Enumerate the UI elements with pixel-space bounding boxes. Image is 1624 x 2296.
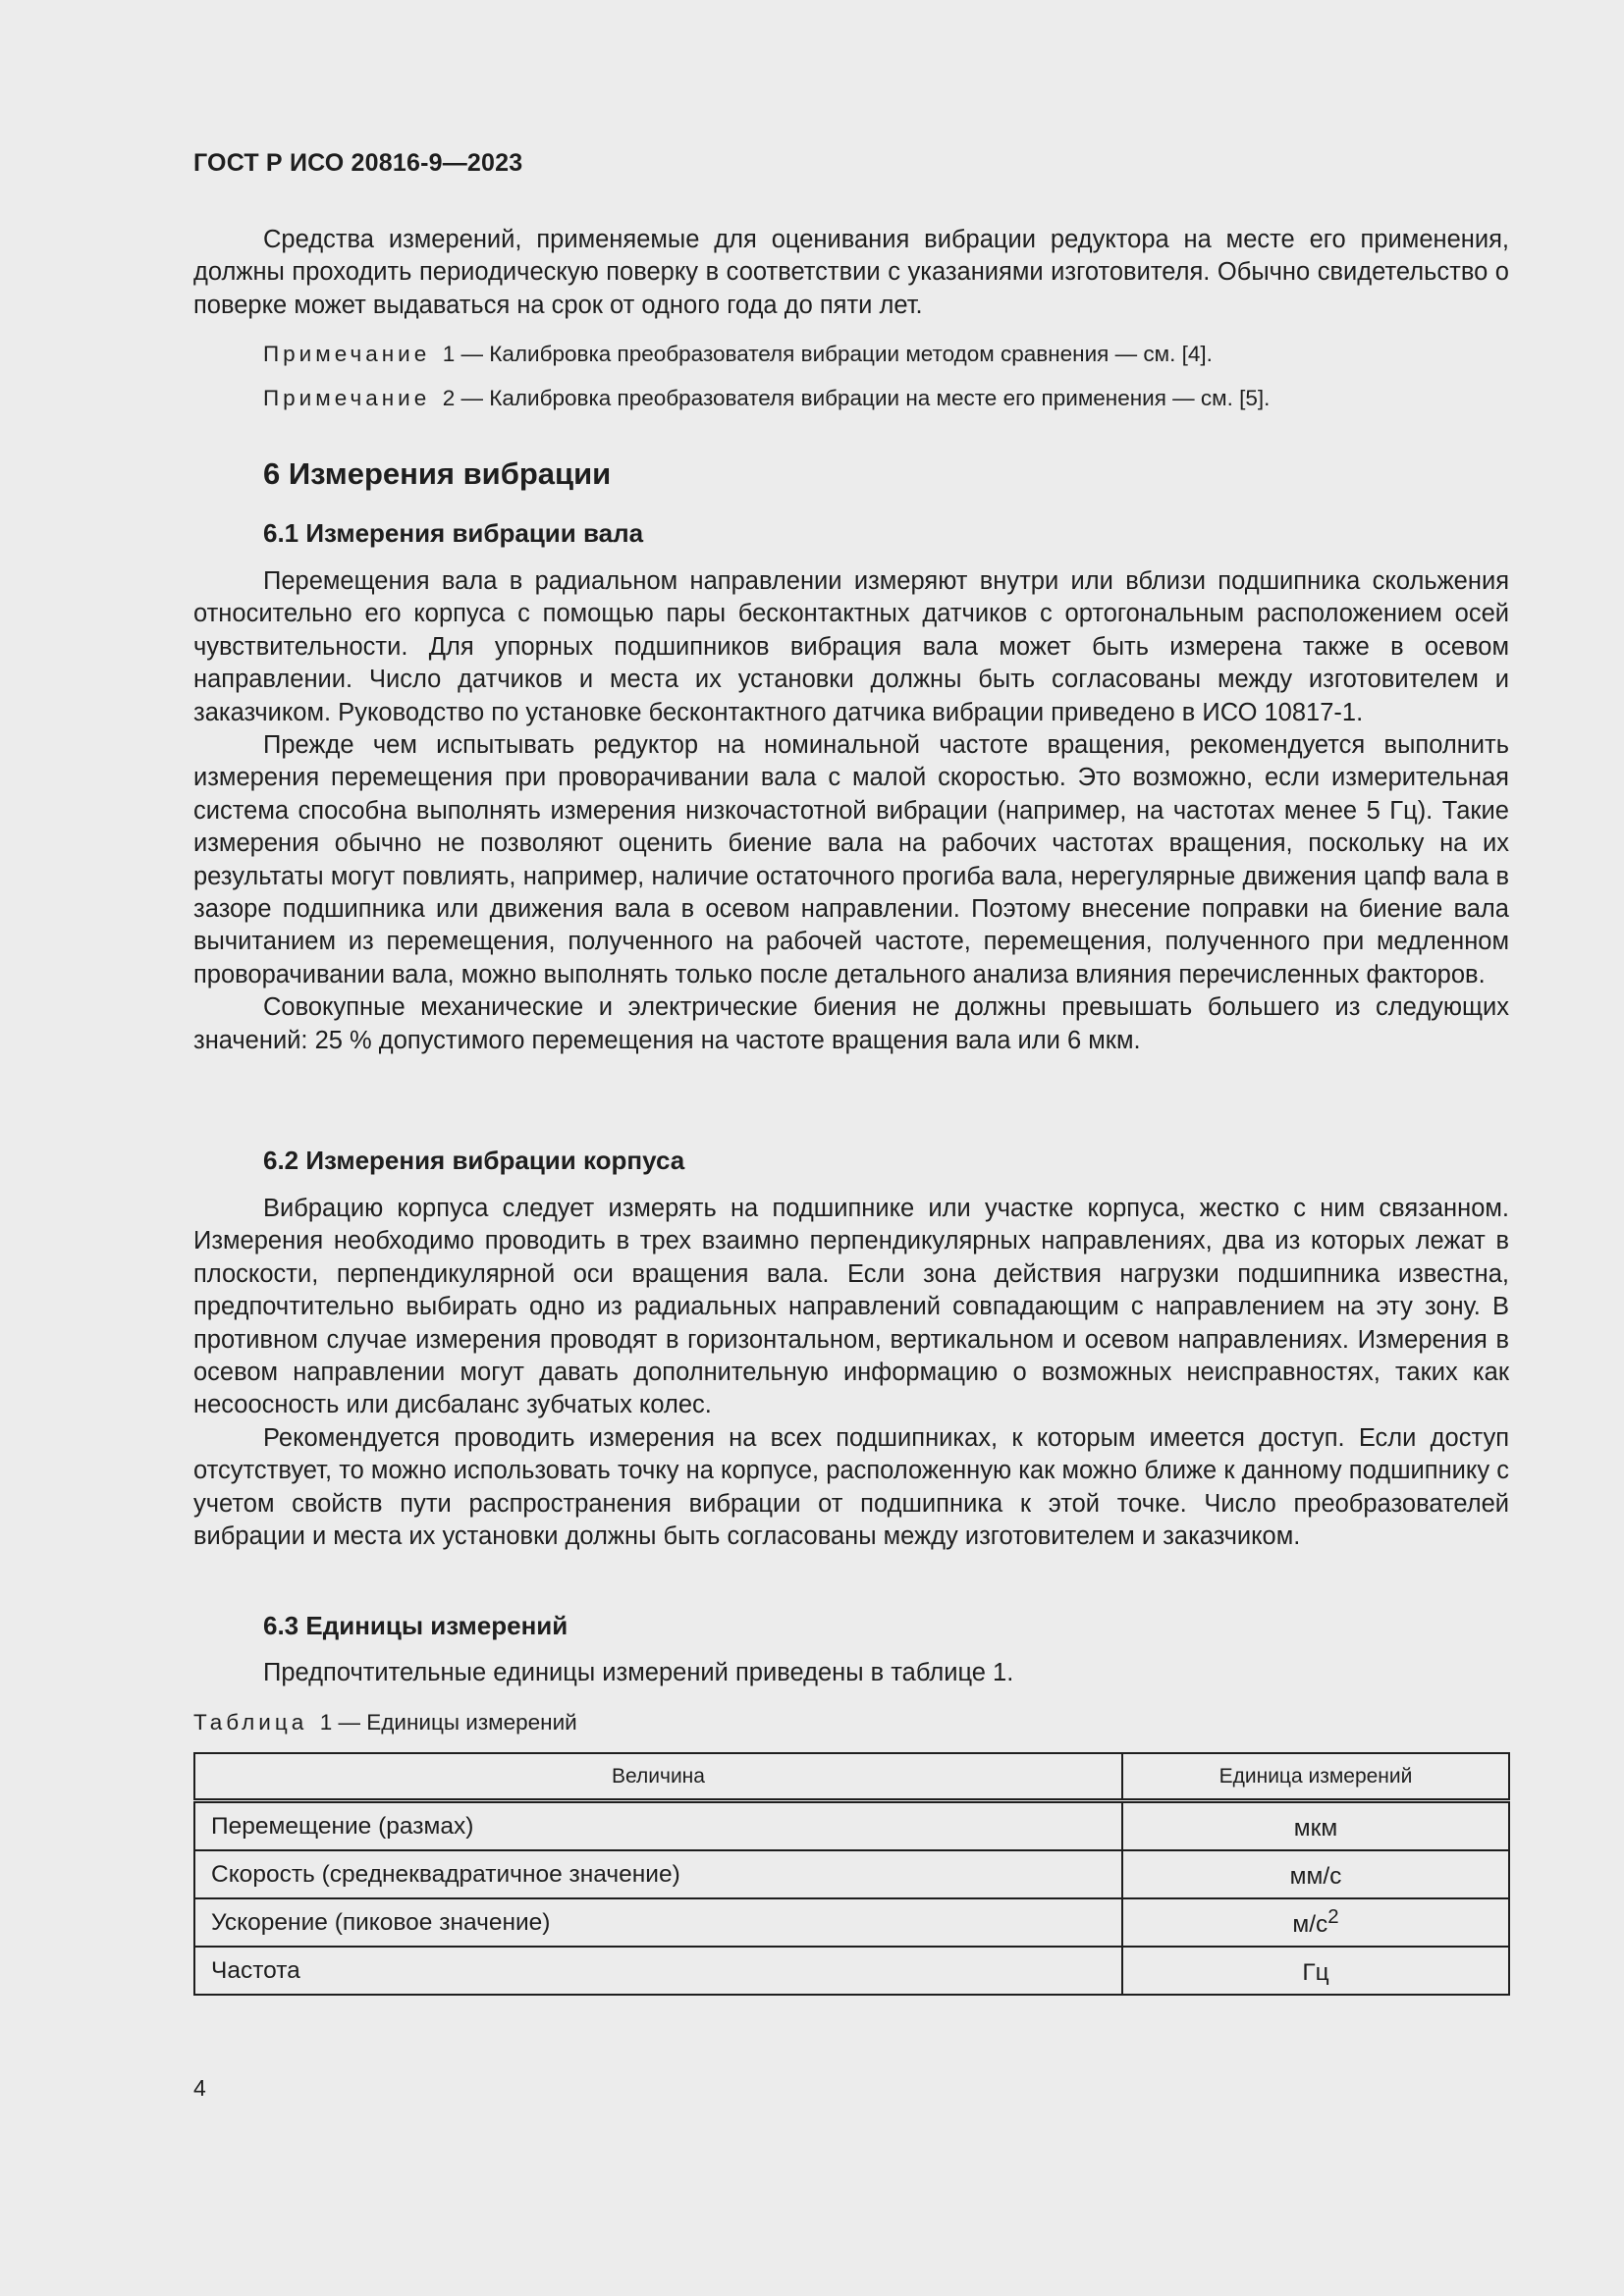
note-2-label: Примечание — [263, 386, 431, 410]
document-page — [193, 0, 1509, 2296]
unit-text: Гц — [1302, 1959, 1329, 1987]
unit-text: мм/с — [1289, 1863, 1342, 1891]
cell-unit — [1122, 1898, 1509, 1947]
section-6-title: 6 Измерения вибрации — [263, 456, 612, 491]
paragraph: Совокупные механические и электрические биения не должны превышать большего из следующих значений: 25 % допустимого перемещения на частоте вращения вала или 6 мкм. — [193, 993, 1509, 1054]
note-1-label: Примечание — [263, 342, 431, 366]
section-6-3-title: 6.3 Единицы измерений — [263, 1611, 568, 1640]
paragraph: Предпочтительные единицы измерений приведены в таблице 1. — [263, 1659, 1014, 1686]
table-row — [194, 1947, 1509, 1995]
table-row — [194, 1898, 1509, 1947]
paragraph: Рекомендуется проводить измерения на всех подшипниках, к которым имеется доступ. Если доступ отсутствует, то можно использовать точку на корпусе, расположенную как можно ближе к данному подшипнику с учетом свойств пути распространения вибрации от подшипника к этой точке. Число преобразователей вибрации и места их установки должны быть согласованы между изготовителем и заказчиком. — [193, 1423, 1509, 1551]
note-2-text: 2 — Калибровка преобразователя вибрации на месте его применения — см. [5]. — [442, 386, 1271, 410]
section-6-2-title: 6.2 Измерения вибрации корпуса — [263, 1146, 685, 1175]
table-row — [194, 1850, 1509, 1898]
cell-unit — [1122, 1850, 1509, 1898]
cell-quantity: Ускорение (пиковое значение) — [194, 1898, 1122, 1947]
unit-exponent: 2 — [1327, 1905, 1339, 1928]
cell-quantity: Перемещение (размах) — [194, 1801, 1122, 1851]
table-caption — [193, 1710, 577, 1735]
note-2 — [263, 384, 1270, 413]
section-6-1-title: 6.1 Измерения вибрации вала — [263, 518, 644, 548]
paragraph: Прежде чем испытывать редуктор на номинальной частоте вращения, рекомендуется выполнить измерения перемещения при проворачивании вала с малой скоростью. Это возможно, если измерительная система способна выполнять измерения низкочастотной вибрации (например, на частотах менее 5 Гц). Такие измерения обычно не позволяют оценить биение вала на рабочих частотах вращения, поскольку на их результаты могут повлиять, например, наличие остаточного прогиба вала, нерегулярные движения цапф вала в зазоре подшипника или движения вала в осевом направлении. Поэтому внесение поправки на биение вала вычитанием из перемещения, полученного на рабочей частоте, перемещения, полученного при медленном проворачивании вала, можно выполнять только после детального анализа влияния перечисленных факторов. — [193, 731, 1509, 988]
cell-unit — [1122, 1801, 1509, 1851]
cell-unit — [1122, 1947, 1509, 1995]
table-header-row — [194, 1753, 1509, 1801]
column-header-quantity: Величина — [194, 1753, 1122, 1801]
table-row — [194, 1801, 1509, 1851]
intro-paragraph: Средства измерений, применяемые для оценивания вибрации редуктора на месте его применения, должны проходить периодическую поверку в соответствии с указаниями изготовителя. Обычно свидетельство о поверке может выдаваться на срок от одного года до пяти лет. — [193, 226, 1509, 319]
cell-quantity: Частота — [194, 1947, 1122, 1995]
unit-text: мкм — [1293, 1815, 1338, 1842]
intro-block — [193, 224, 1509, 322]
unit-text: м/с — [1292, 1911, 1328, 1939]
section-6-3-body — [193, 1657, 1509, 1689]
paragraph: Вибрацию корпуса следует измерять на подшипнике или участке корпуса, жестко с ним связанном. Измерения необходимо проводить в трех взаимно перпендикулярных направлениях, два из которых лежат в плоскости, перпендикулярной оси вращения вала. Если зона действия нагрузки подшипника известна, предпочтительно выбирать одно из радиальных направлений совпадающим с направлением на эту зону. В противном случае измерения проводят в горизонтальном, вертикальном и осевом направлениях. Измерения в осевом направлении могут давать дополнительную информацию о возможных неисправностях, таких как несоосность или дисбаланс зубчатых колес. — [193, 1195, 1509, 1419]
section-6-1-body — [193, 565, 1509, 1057]
note-1 — [263, 340, 1213, 369]
cell-quantity: Скорость (среднеквадратичное значение) — [194, 1850, 1122, 1898]
document-header: ГОСТ Р ИСО 20816-9—2023 — [193, 149, 523, 177]
units-table — [193, 1752, 1510, 1996]
paragraph: Перемещения вала в радиальном направлении измеряют внутри или вблизи подшипника скольжения относительно его корпуса с помощью пары бесконтактных датчиков с ортогональным расположением осей чувствительности. Для упорных подшипников вибрация вала может быть измерена также в осевом направлении. Число датчиков и места их установки должны быть согласованы между изготовителем и заказчиком. Руководство по установке бесконтактного датчика вибрации приведено в ИСО 10817-1. — [193, 567, 1509, 726]
note-1-text: 1 — Калибровка преобразователя вибрации методом сравнения — см. [4]. — [442, 342, 1213, 366]
table-caption-text: 1 — Единицы измерений — [319, 1710, 577, 1735]
column-header-unit: Единица измерений — [1122, 1753, 1509, 1801]
page-number: 4 — [193, 2075, 206, 2101]
table-caption-label: Таблица — [193, 1710, 308, 1735]
section-6-2-body — [193, 1193, 1509, 1553]
